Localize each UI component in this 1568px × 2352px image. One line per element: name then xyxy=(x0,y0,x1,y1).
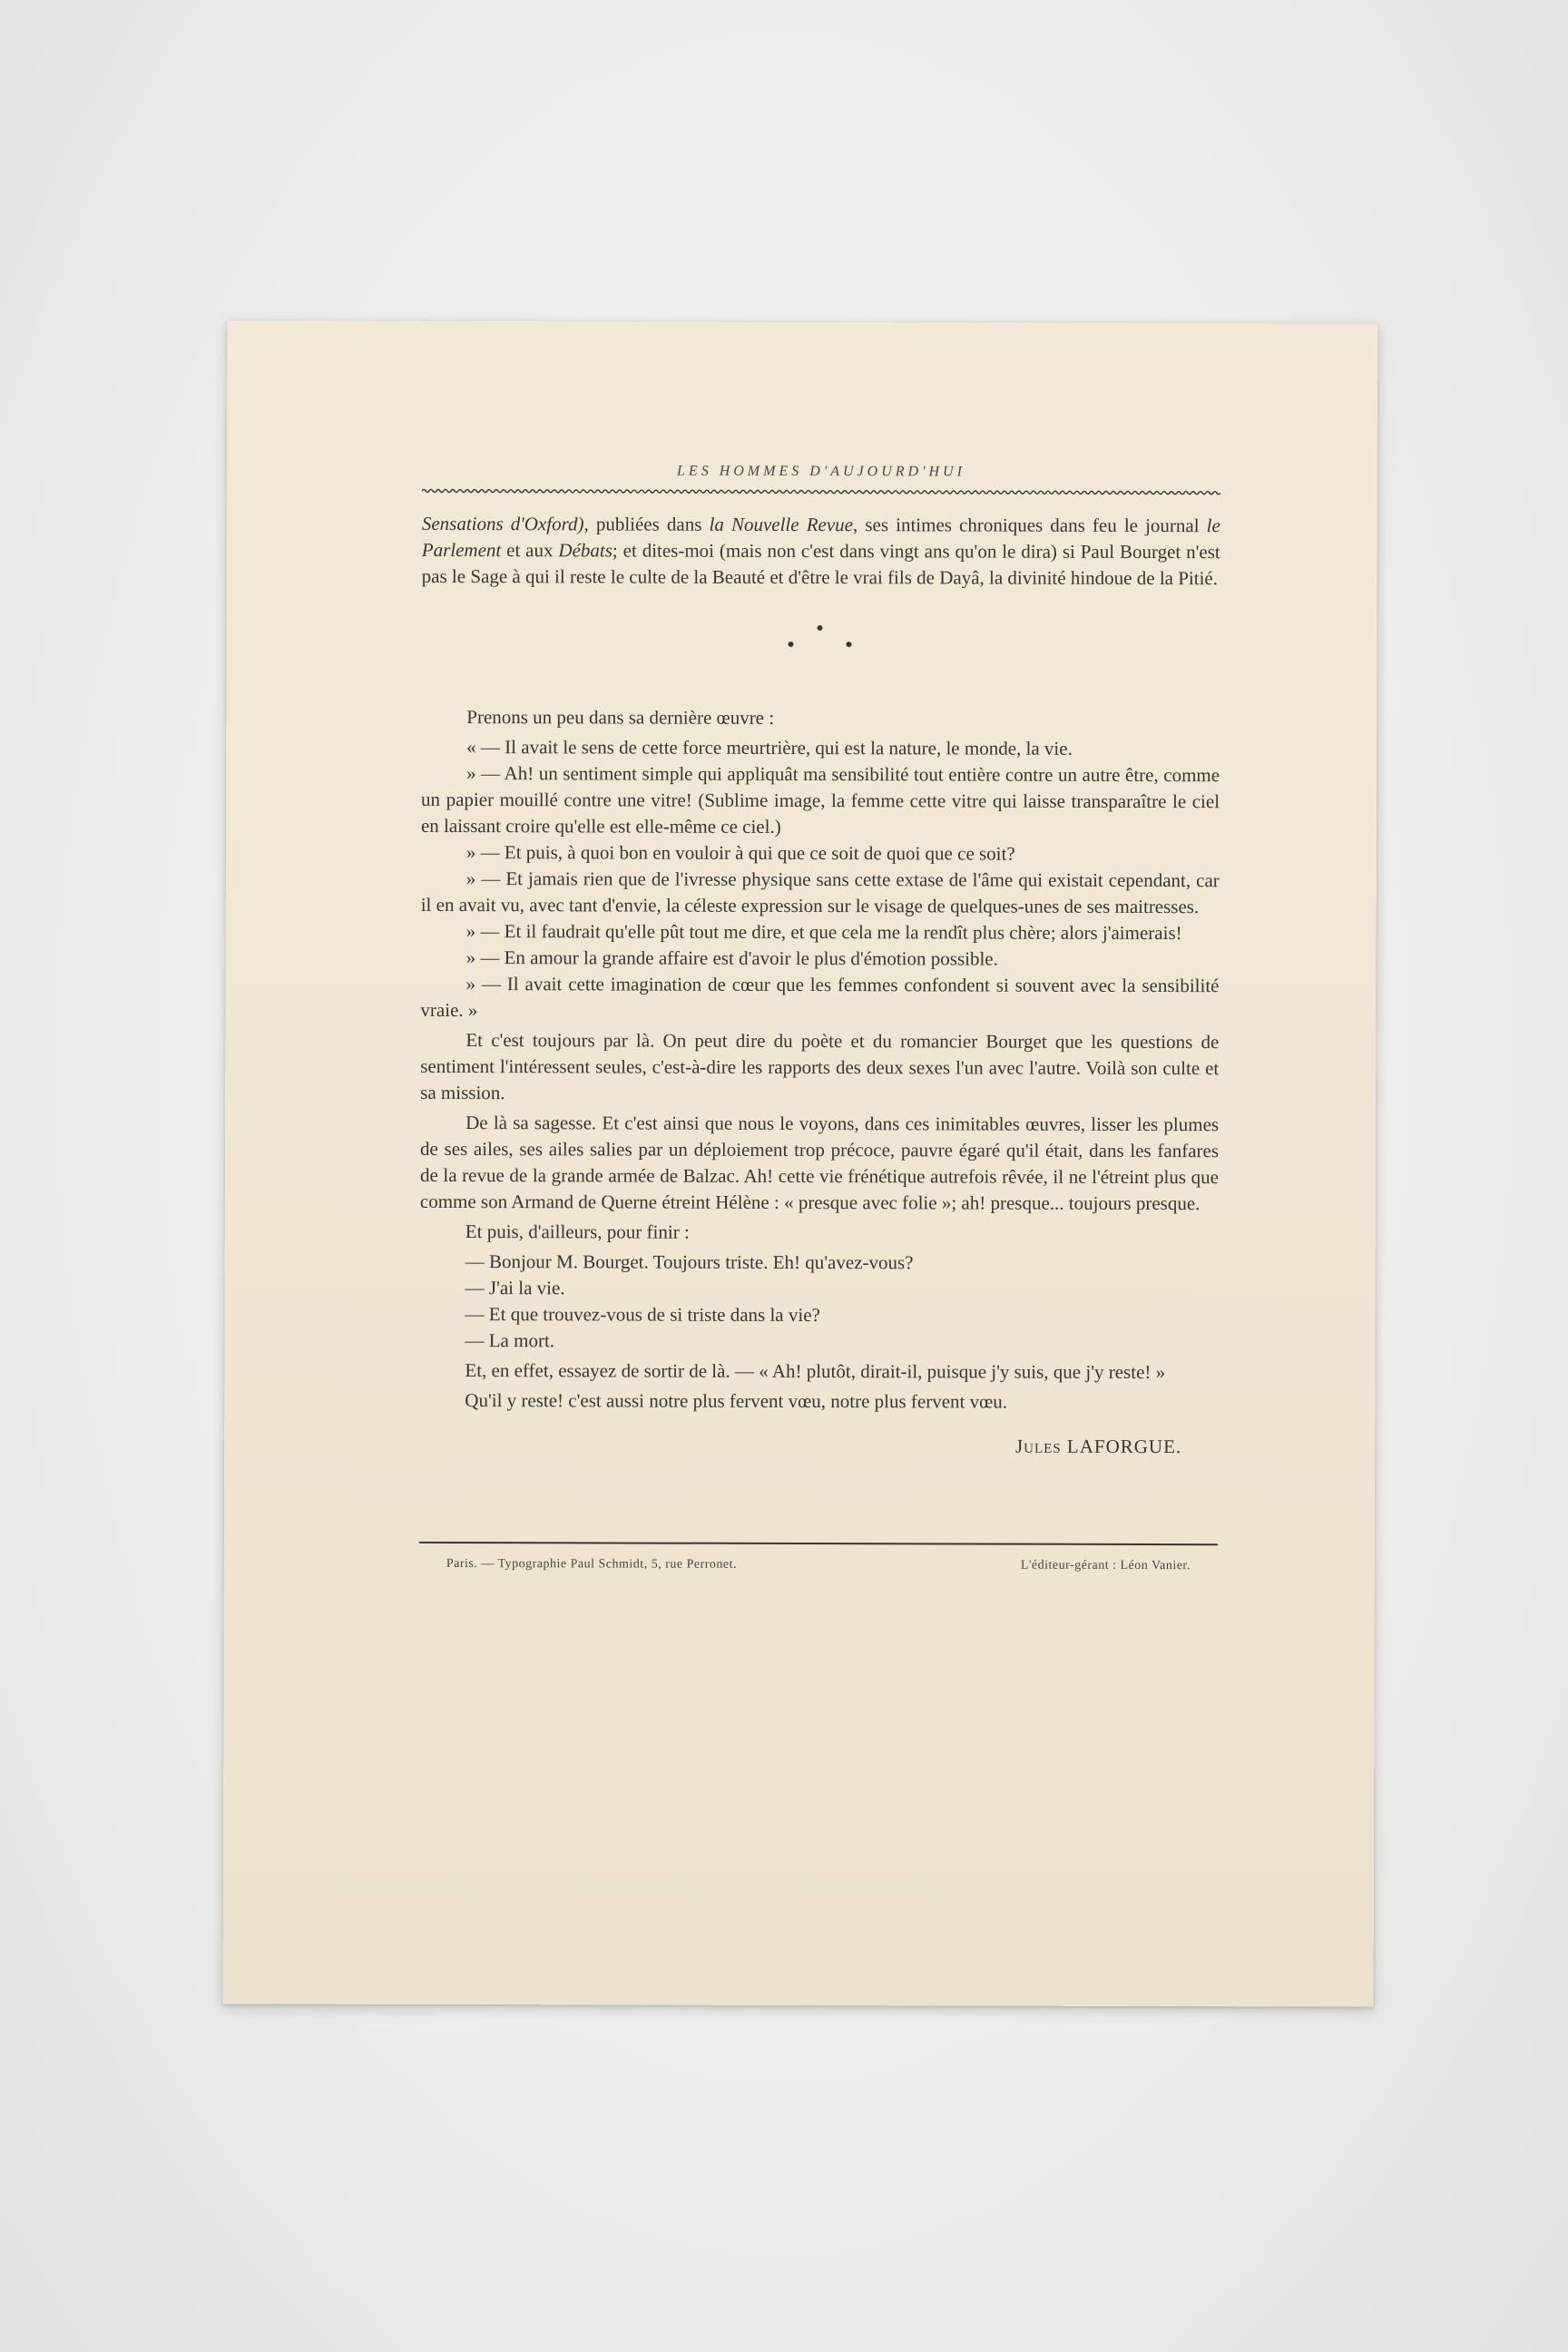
quote-line: » — Et il faudrait qu'elle pût tout me dire, et que cela me la rendît plus chère; alors j'aimerais! xyxy=(466,920,1182,945)
imprint-footer xyxy=(419,1551,1218,1579)
opening-paragraph xyxy=(422,511,1220,592)
asterism-dot xyxy=(788,642,793,647)
opening-italic-5: le Parlement xyxy=(421,514,1220,562)
opening-italic-1: Sensations d'Oxford) xyxy=(421,512,584,535)
asterism-dot xyxy=(846,642,851,647)
printer-imprint: Paris. — Typographie Paul Schmidt, 5, rue Perronet. xyxy=(446,1556,738,1572)
dialogue-line: — J'ai la vie. xyxy=(465,1277,565,1299)
asterism xyxy=(421,615,1220,671)
opening-text-8: ; et dites-moi (mais non c'est dans vingt ans qu'on le dira) si Paul Bourget n'est pas le Sage à qui il reste le culte de la Beauté et d'être le vrai fils de Dayâ, la divinité hindoue de la Pitié. xyxy=(421,539,1220,590)
opening-text-2: , publiées dans xyxy=(583,513,710,535)
footer-rule xyxy=(419,1542,1218,1545)
dialogue-line: — La mort. xyxy=(465,1329,555,1352)
quote-line: » — Et puis, à quoi bon en vouloir à qui que ce soit de quoi que ce soit? xyxy=(466,841,1015,865)
quote-line: » — Ah! un sentiment simple qui appliquât ma sensibilité tout entière contre un autre être, comme un papier mouillé contre une vitre! (Sublime image, la femme cette vitre qui laisse transparaître le ciel en laissant croire qu'elle est elle-même ce ciel.) xyxy=(420,762,1220,838)
body-paragraph: Et, en effet, essayez de sortir de là. — « Ah! plutôt, dirait-il, puisque j'y suis, que j'y reste! » xyxy=(465,1359,1166,1384)
body-paragraph: De là sa sagesse. Et c'est ainsi que nous le voyons, dans ces inimitables œuvres, lisser les plumes de ses ailes, ses ailes salies par un déploiement trop précoce, pauvre égaré qu'il était, dans les fanfares de la revue de la grande armée de Balzac. Ah! cette vie frénétique autrefois rêvée, il ne l'étreint plus que comme son Armand de Querne étreint Hélène : « presque avec folie »; ah! presque... toujours presque. xyxy=(419,1112,1220,1215)
body-paragraph: Et puis, d'ailleurs, pour finir : xyxy=(465,1220,690,1243)
dialogue-line: — Bonjour M. Bourget. Toujours triste. Eh! qu'avez-vous? xyxy=(465,1250,914,1274)
running-head: LES HOMMES D'AUJOURD'HUI xyxy=(677,463,965,480)
opening-text-4: , ses intimes chroniques dans feu le journal xyxy=(852,514,1207,537)
page-content xyxy=(419,457,1220,1579)
opening-text-6: et aux xyxy=(501,539,559,562)
author-signature xyxy=(419,1432,1218,1460)
quote-line: » — Et jamais rien que de l'ivresse physique sans cette extase de l'âme qui existait cependant, car il en avait vu, avec tant d'envie, la céleste expression sur le visage de quelques-unes de ses maitresses. xyxy=(420,867,1220,918)
printed-page xyxy=(223,320,1378,2006)
quote-line: » — Il avait cette imagination de cœur que les femmes confondent si souvent avec la sensibilité vraie. » xyxy=(420,973,1220,1022)
dialogue-line: — Et que trouvez-vous de si triste dans la vie? xyxy=(465,1303,820,1327)
signature-first-name: Jules xyxy=(1014,1435,1062,1457)
body-paragraph: Et c'est toujours par là. On peut dire du poète et du romancier Bourget que les questions de sentiment l'intéressent seules, c'est-à-dire les rapports des deux sexes l'un avec l'autre. Voilà son culte et sa mission. xyxy=(420,1029,1220,1104)
opening-italic-3: la Nouvelle Revue xyxy=(709,513,854,536)
body-paragraph: Prenons un peu dans sa dernière œuvre : xyxy=(466,706,775,729)
opening-italic-7: Débats xyxy=(558,539,612,562)
publisher-imprint: L'éditeur-gérant : Léon Vanier. xyxy=(1020,1558,1191,1573)
body-paragraph: Qu'il y reste! c'est aussi notre plus fervent vœu, notre plus fervent vœu. xyxy=(465,1389,1008,1413)
signature-last-name: LAFORGUE. xyxy=(1066,1435,1182,1458)
quote-line: » — En amour la grande affaire est d'avoir le plus d'émotion possible. xyxy=(466,946,998,970)
quote-line: « — Il avait le sens de cette force meurtrière, qui est la nature, le monde, la vie. xyxy=(466,736,1073,760)
wavy-rule xyxy=(422,487,1220,496)
asterism-dot xyxy=(818,625,823,631)
wavy-rule-icon xyxy=(422,487,1220,496)
